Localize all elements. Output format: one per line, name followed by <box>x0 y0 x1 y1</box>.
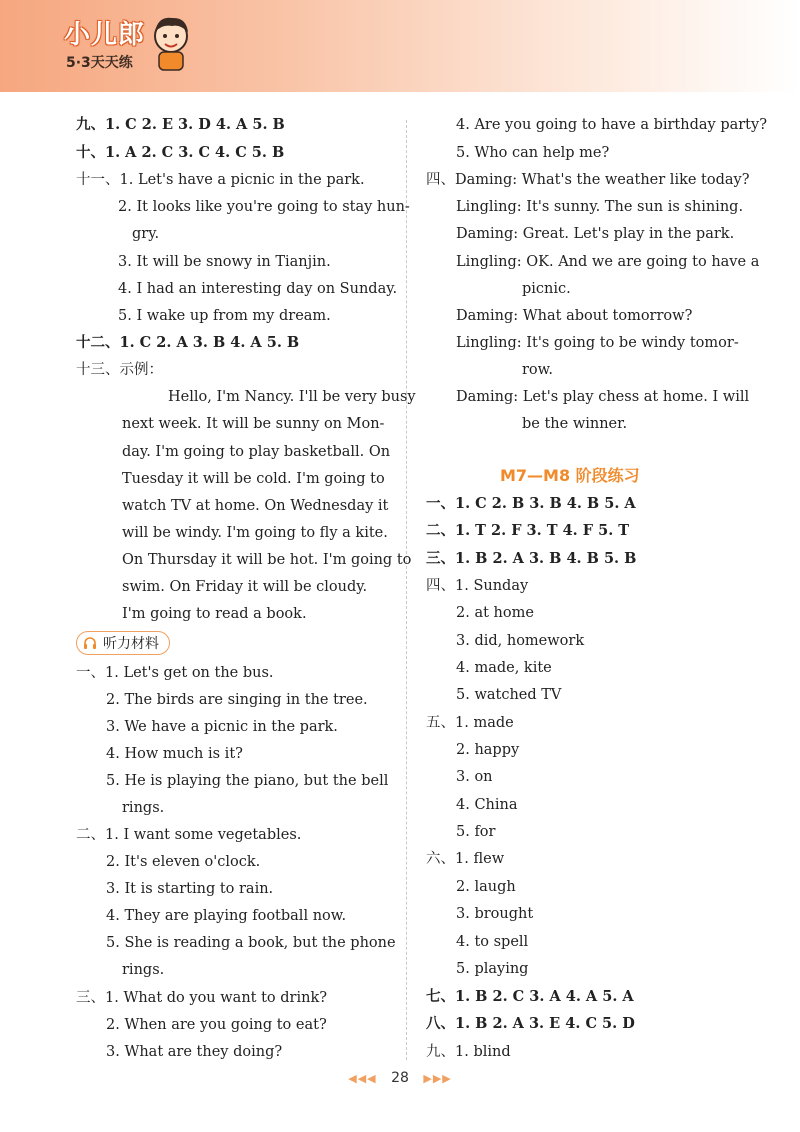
answer-line: 三、1. B 2. A 3. B 4. B 5. B <box>426 550 637 567</box>
answer-line: 十二、1. C 2. A 3. B 4. A 5. B <box>76 334 300 351</box>
answer-line: 十三、示例： <box>76 362 163 378</box>
answer-line: 5. watched TV <box>456 687 562 703</box>
script-line: 5. He is playing the piano, but the bell <box>106 773 389 789</box>
answer-line: 5. for <box>456 824 496 840</box>
answer-line: 5. I wake up from my dream. <box>118 308 331 324</box>
answer-line: 七、1. B 2. C 3. A 4. A 5. A <box>426 988 634 1005</box>
dialogue-line: Daming: What about tomorrow? <box>456 308 693 324</box>
answer-line: 3. on <box>456 769 493 785</box>
boy-mascot-icon <box>150 14 192 72</box>
answer-line: 2. at home <box>456 605 534 621</box>
answer-line: 3. It will be snowy in Tianjin. <box>118 254 331 270</box>
answer-line: 4. China <box>456 797 518 813</box>
dialogue-line: Lingling: OK. And we are going to have a <box>456 254 760 270</box>
essay-line: day. I'm going to play basketball. On <box>122 444 391 460</box>
essay-line: I'm going to read a book. <box>122 606 307 622</box>
answer-line: 九、1. blind <box>426 1044 511 1060</box>
brand-logo <box>64 14 194 84</box>
listening-material-label: 听力材料 <box>103 636 159 652</box>
headphones-icon <box>83 636 97 650</box>
script-line: 二、1. I want some vegetables. <box>76 827 302 843</box>
script-line: 4. They are playing football now. <box>106 908 347 924</box>
column-divider <box>406 120 407 1060</box>
script-line: 4. How much is it? <box>106 746 243 762</box>
script-line: 三、1. What do you want to drink? <box>76 990 328 1006</box>
essay-line: Tuesday it will be cold. I'm going to <box>122 471 385 487</box>
essay-line: swim. On Friday it will be cloudy. <box>122 579 368 595</box>
essay-line: watch TV at home. On Wednesday it <box>122 498 389 514</box>
answer-line: 九、1. C 2. E 3. D 4. A 5. B <box>76 116 285 133</box>
dialogue-line: picnic. <box>522 281 571 297</box>
answer-line: 3. did, homework <box>456 633 585 649</box>
dialogue-line: be the winner. <box>522 416 628 432</box>
left-arrows-icon: ◀◀◀ <box>348 1072 377 1085</box>
answer-line: 一、1. C 2. B 3. B 4. B 5. A <box>426 495 636 512</box>
script-line: 一、1. Let's get on the bus. <box>76 665 274 681</box>
answer-line: 四、1. Sunday <box>426 578 529 594</box>
script-line: 5. Who can help me? <box>456 145 610 161</box>
script-line: 4. Are you going to have a birthday party? <box>456 117 767 133</box>
listening-material-tag <box>76 631 170 655</box>
script-line: 5. She is reading a book, but the phone <box>106 935 396 951</box>
answer-line: 八、1. B 2. A 3. E 4. C 5. D <box>426 1015 635 1032</box>
script-line: 3. What are they doing? <box>106 1044 283 1060</box>
answer-line: 五、1. made <box>426 715 514 731</box>
script-line: rings. <box>122 800 165 816</box>
script-line: rings. <box>122 962 165 978</box>
answer-line: 4. made, kite <box>456 660 552 676</box>
essay-line: will be windy. I'm going to fly a kite. <box>122 525 388 541</box>
dialogue-line: Lingling: It's sunny. The sun is shining. <box>456 199 744 215</box>
script-line: 2. The birds are singing in the tree. <box>106 692 368 708</box>
right-arrows-icon: ▶▶▶ <box>423 1072 452 1085</box>
dialogue-line: 四、Daming: What's the weather like today? <box>426 172 750 188</box>
script-line: 2. When are you going to eat? <box>106 1017 327 1033</box>
script-line: 3. We have a picnic in the park. <box>106 719 338 735</box>
dialogue-line: Lingling: It's going to be windy tomor- <box>456 335 739 351</box>
brand-title: 小儿郎 <box>64 20 146 50</box>
dialogue-line: Daming: Great. Let's play in the park. <box>456 226 735 242</box>
brand-subtitle: 5·3天天练 <box>66 55 133 71</box>
script-line: 2. It's eleven o'clock. <box>106 854 261 870</box>
answer-line: 二、1. T 2. F 3. T 4. F 5. T <box>426 522 630 539</box>
answer-line: 2. laugh <box>456 879 516 895</box>
essay-line: On Thursday it will be hot. I'm going to <box>122 552 412 568</box>
script-line: 3. It is starting to rain. <box>106 881 274 897</box>
page-number: 28 <box>391 1070 409 1086</box>
answer-line: 2. It looks like you're going to stay hun- <box>118 199 410 215</box>
essay-line: next week. It will be sunny on Mon- <box>122 416 385 432</box>
dialogue-line: row. <box>522 362 553 378</box>
answer-line: 4. I had an interesting day on Sunday. <box>118 281 398 297</box>
answer-line: 十一、1. Let's have a picnic in the park. <box>76 172 365 188</box>
page-footer <box>0 1070 800 1086</box>
answer-line: gry. <box>132 226 160 242</box>
answer-line: 5. playing <box>456 961 529 977</box>
answer-line: 六、1. flew <box>426 851 505 867</box>
essay-line: Hello, I'm Nancy. I'll be very busy <box>168 389 416 405</box>
dialogue-line: Daming: Let's play chess at home. I will <box>456 389 750 405</box>
answer-line: 4. to spell <box>456 934 529 950</box>
section-title: M7—M8 阶段练习 <box>500 466 640 485</box>
answer-line: 2. happy <box>456 742 520 758</box>
answer-line: 十、1. A 2. C 3. C 4. C 5. B <box>76 144 285 161</box>
answer-line: 3. brought <box>456 906 534 922</box>
